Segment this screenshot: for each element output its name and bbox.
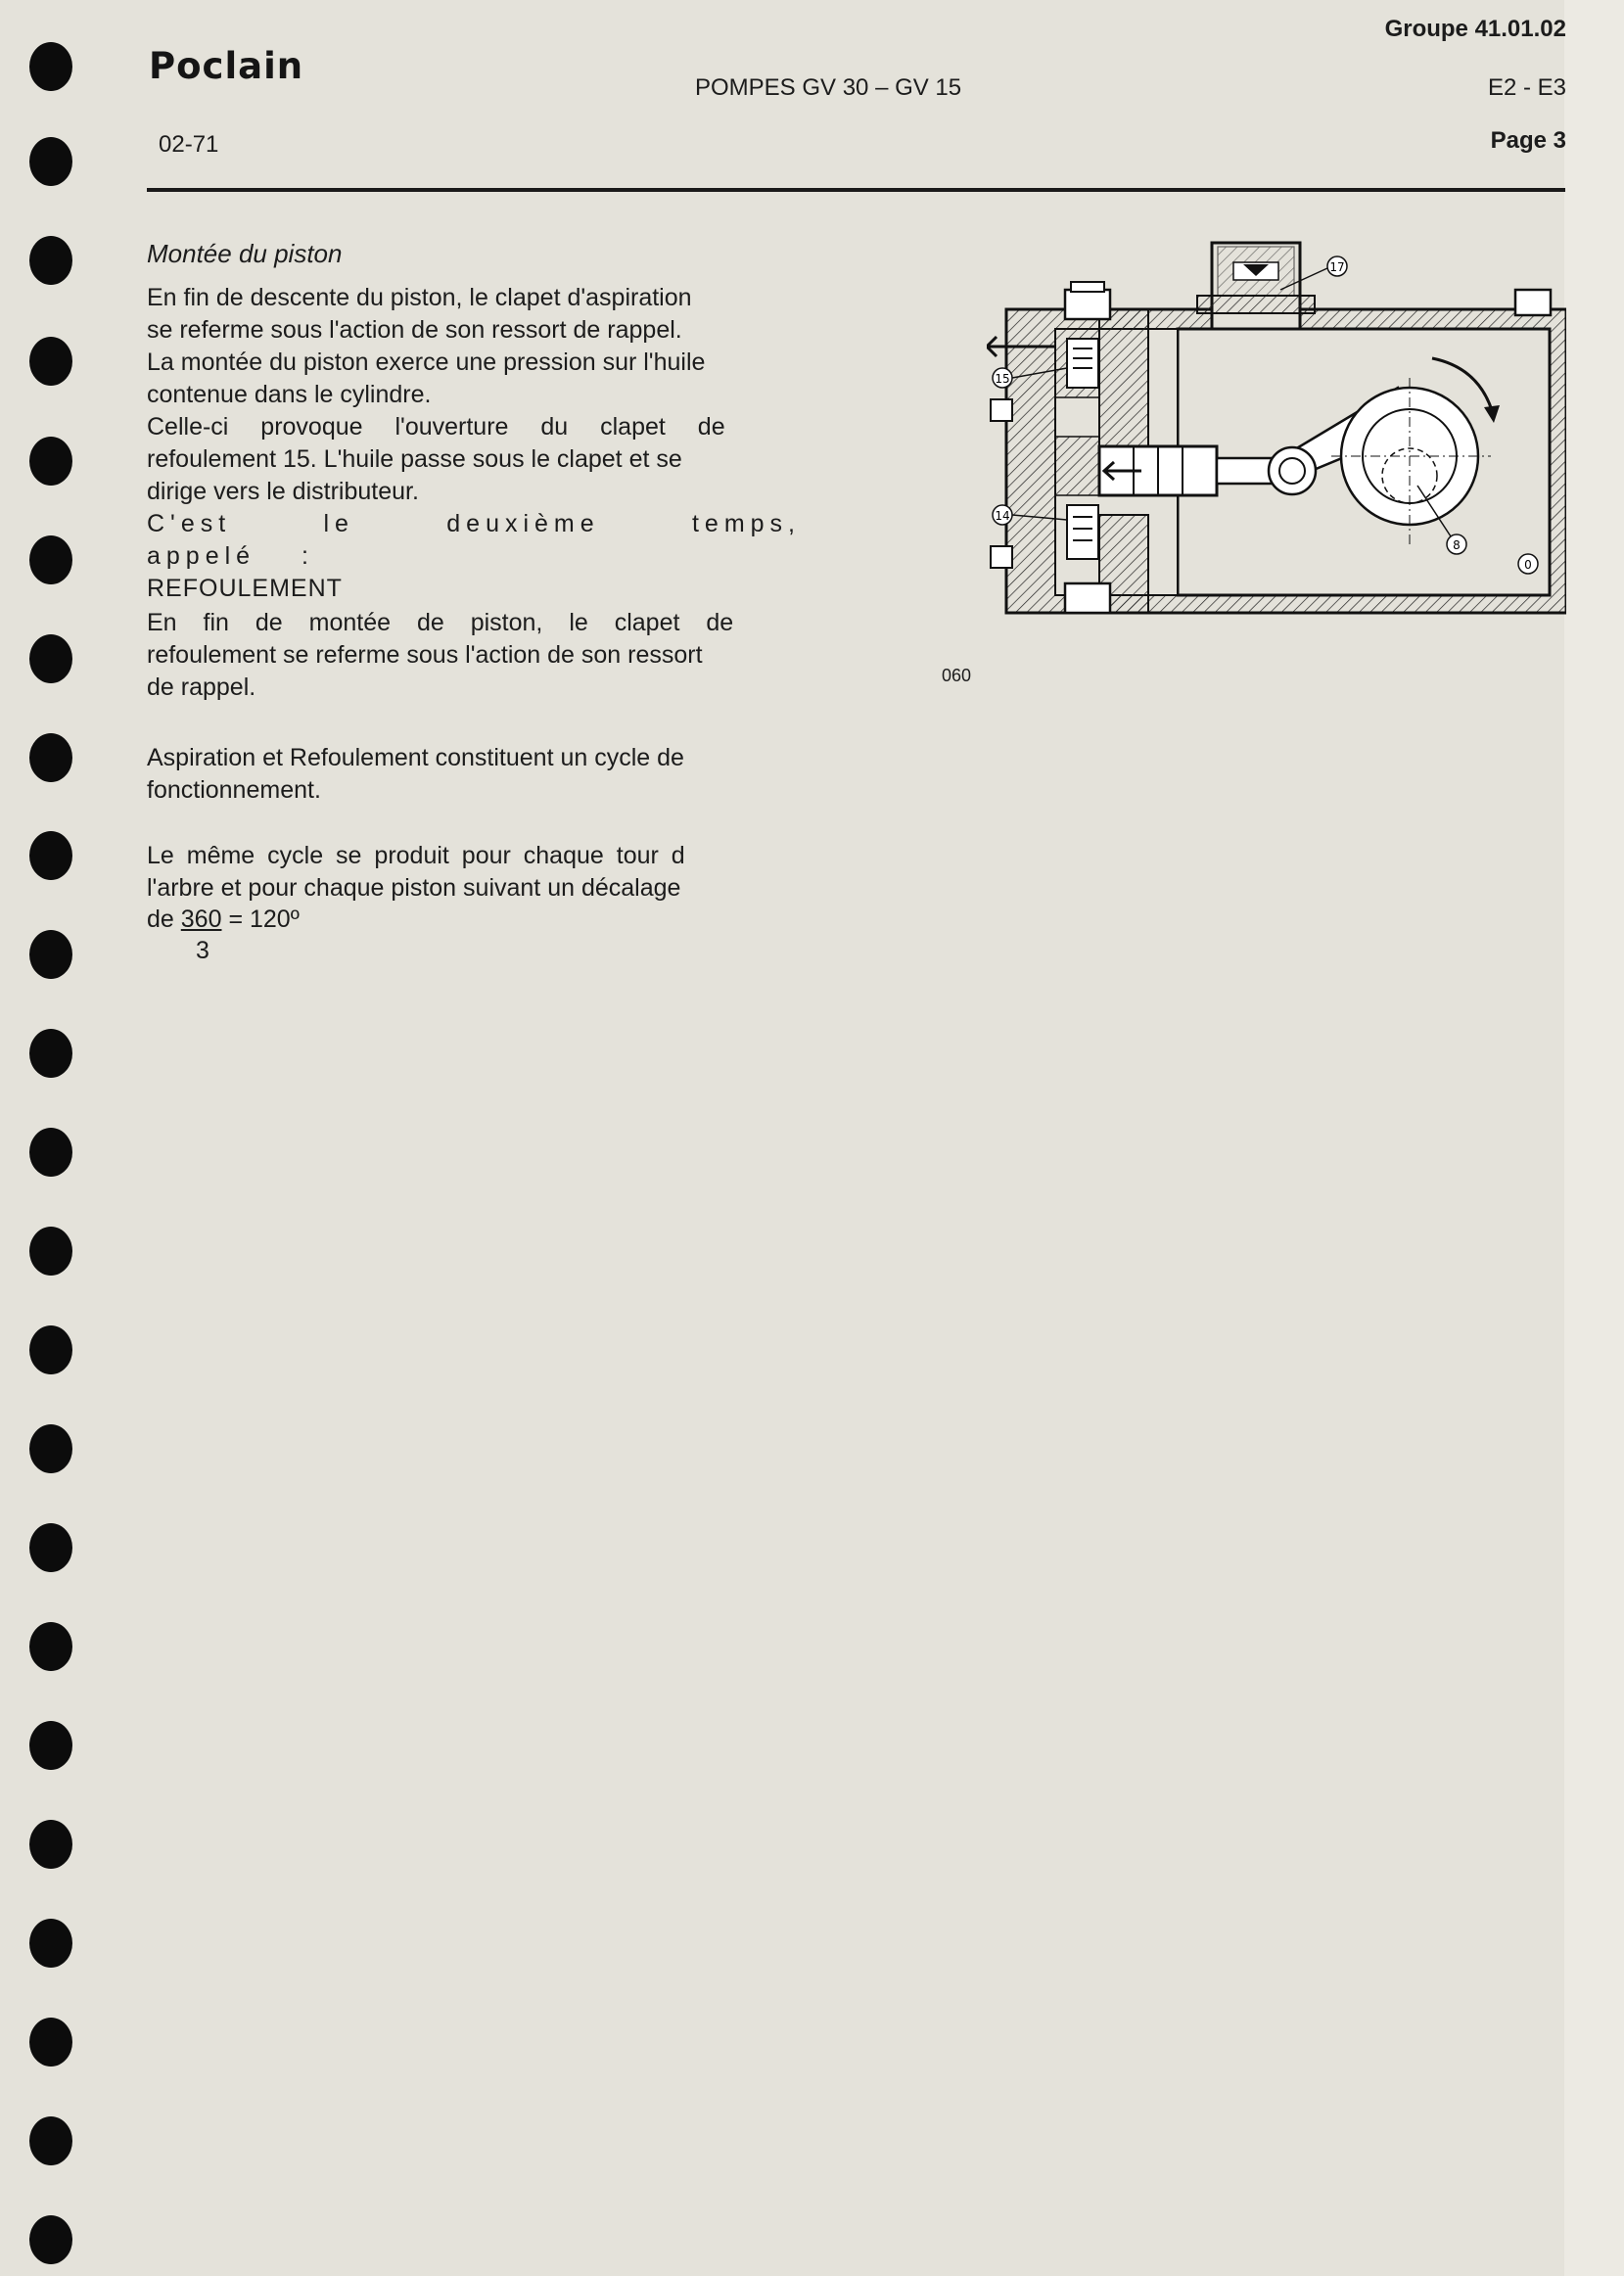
paragraph-refoulement [147, 282, 801, 605]
figure-code: 060 [942, 666, 972, 685]
punch-hole [29, 337, 72, 386]
punch-hole [29, 137, 72, 186]
paragraph-cycle [147, 742, 801, 807]
punch-hole [29, 831, 72, 880]
punch-hole [29, 2018, 72, 2067]
formula-result: = 120º [228, 906, 300, 933]
punch-hole [29, 1820, 72, 1869]
callout-label: 17 [1329, 260, 1345, 274]
text-line: Aspiration et Refoulement constituent un cycle de [147, 744, 684, 771]
text-line: Celle-ci provoque l'ouverture du clapet de [147, 413, 725, 441]
text-line: La montée du piston exerce une pression sur l'huile [147, 348, 706, 376]
text-line: refoulement se referme sous l'action de son ressort [147, 641, 703, 669]
text-line: contenue dans le cylindre. [147, 381, 432, 408]
punch-hole [29, 733, 72, 782]
punch-hole [29, 1128, 72, 1177]
formula-prefix: de [147, 906, 174, 933]
punch-hole [29, 1622, 72, 1671]
text-line: l'arbre et pour chaque piston suivant un décalage [147, 874, 681, 902]
punch-hole [29, 236, 72, 285]
section-title: Montée du piston [147, 239, 343, 268]
punch-hole [29, 2116, 72, 2165]
text-line: En fin de descente du piston, le clapet d'aspiration [147, 284, 692, 311]
callout-label: 8 [1453, 538, 1461, 552]
page-edge [1564, 0, 1624, 2276]
punch-hole [29, 1721, 72, 1770]
text-line: En fin de montée de piston, le clapet de [147, 609, 734, 636]
text-line: dirige vers le distributeur. [147, 478, 419, 505]
punch-hole [29, 2215, 72, 2264]
punch-hole [29, 1029, 72, 1078]
punch-hole [29, 437, 72, 486]
formula-numerator: 360 [180, 906, 222, 933]
punch-hole [29, 1919, 72, 1968]
paragraph-fin-montee [147, 607, 801, 704]
document-date: 02-71 [159, 131, 219, 158]
callout-label: 14 [995, 509, 1010, 523]
punch-hole [29, 42, 72, 91]
text-line: fonctionnement. [147, 776, 321, 804]
page-number: Page 3 [1490, 127, 1566, 154]
punch-hole [29, 1227, 72, 1276]
brand-logo: Poclain [149, 45, 304, 87]
punch-hole [29, 634, 72, 683]
document-title: POMPES GV 30 – GV 15 [695, 74, 962, 101]
header-rule [147, 188, 1565, 192]
angle-formula [147, 904, 300, 964]
text-line: REFOULEMENT [147, 575, 343, 602]
text-line: Le même cycle se produit pour chaque tour d [147, 842, 685, 869]
punch-hole [29, 930, 72, 979]
svg-text:0: 0 [1524, 558, 1532, 572]
punch-hole [29, 1424, 72, 1473]
suction-valve [1067, 505, 1098, 559]
callout-label: 15 [995, 372, 1010, 386]
punch-hole [29, 1325, 72, 1374]
discharge-valve [1067, 339, 1098, 388]
model-reference: E2 - E3 [1487, 74, 1566, 101]
text-line: se referme sous l'action de son ressort de rappel. [147, 316, 682, 344]
formula-denominator: 3 [196, 937, 209, 964]
punch-hole [29, 535, 72, 584]
paragraph-meme-cycle [147, 840, 801, 905]
text-line: refoulement 15. L'huile passe sous le clapet et se [147, 445, 682, 473]
text-line: de rappel. [147, 674, 256, 701]
pump-cross-section-figure [987, 231, 1566, 615]
groupe-reference: Groupe 41.01.02 [1384, 16, 1566, 42]
text-line: C'est le deuxième temps, appelé : [147, 510, 801, 570]
punch-hole [29, 1523, 72, 1572]
